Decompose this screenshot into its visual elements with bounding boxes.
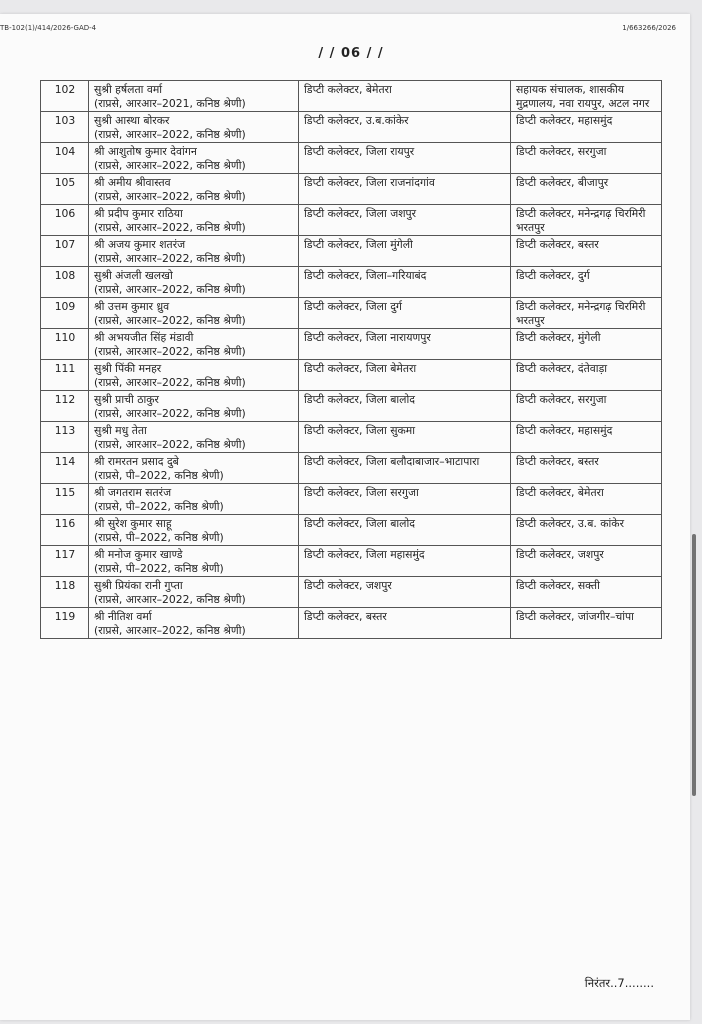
officer-service-detail: (राप्रसे, आरआर–2022, कनिष्ठ श्रेणी) [94,437,246,451]
officer-name: श्री अजय कुमार शतरंज [94,238,186,251]
officer-service-detail: (राप्रसे, आरआर–2022, कनिष्ठ श्रेणी) [94,127,246,141]
table-row [41,329,662,360]
current-posting: डिप्टी कलेक्टर, उ.ब.कांकेर [299,112,511,143]
officer-name: सुश्री पिंकी मनहर [94,362,162,375]
serial-number: 105 [41,174,89,205]
new-posting: डिप्टी कलेक्टर, बेमेतरा [511,484,662,515]
officer-cell [89,329,299,360]
table-row [41,205,662,236]
officer-cell [89,205,299,236]
document-number: 1/663266/2026 [622,24,676,32]
officer-cell [89,174,299,205]
officer-name: श्री सुरेश कुमार साहू [94,517,172,530]
page-number: / / 06 / / [318,46,384,61]
current-posting: डिप्टी कलेक्टर, जिला बलौदाबाजार–भाटापारा [299,453,511,484]
new-posting: डिप्टी कलेक्टर, बस्तर [511,236,662,267]
current-posting: डिप्टी कलेक्टर, जिला बेमेतरा [299,360,511,391]
current-posting: डिप्टी कलेक्टर, जिला दुर्ग [299,298,511,329]
officer-name: सुश्री प्रियंका रानी गुप्ता [94,579,183,592]
new-posting: डिप्टी कलेक्टर, जशपुर [511,546,662,577]
officer-cell [89,484,299,515]
table-row [41,422,662,453]
table-row [41,236,662,267]
officer-service-detail: (राप्रसे, आरआर–2022, कनिष्ठ श्रेणी) [94,251,246,265]
table-row [41,174,662,205]
new-posting: सहायक संचालक, शासकीय मुद्रणालय, नवा रायपुर, अटल नगर [511,81,662,112]
officer-cell [89,143,299,174]
officer-service-detail: (राप्रसे, आरआर–2022, कनिष्ठ श्रेणी) [94,220,246,234]
officer-cell [89,391,299,422]
officer-cell [89,236,299,267]
new-posting: डिप्टी कलेक्टर, दुर्ग [511,267,662,298]
new-posting: डिप्टी कलेक्टर, सरगुजा [511,391,662,422]
officer-service-detail: (राप्रसे, पी–2022, कनिष्ठ श्रेणी) [94,499,224,513]
officer-service-detail: (राप्रसे, आरआर–2022, कनिष्ठ श्रेणी) [94,189,246,203]
new-posting: डिप्टी कलेक्टर, मनेन्द्रगढ़ चिरमिरी भरतपुर [511,298,662,329]
officer-service-detail: (राप्रसे, आरआर–2022, कनिष्ठ श्रेणी) [94,344,246,358]
officer-cell [89,608,299,639]
officer-cell [89,577,299,608]
scrollbar-thumb[interactable] [692,534,696,796]
current-posting: डिप्टी कलेक्टर, जिला सुकमा [299,422,511,453]
officer-service-detail: (राप्रसे, आरआर–2022, कनिष्ठ श्रेणी) [94,282,246,296]
serial-number: 109 [41,298,89,329]
officer-name: श्री नीतिश वर्मा [94,610,152,623]
officer-cell [89,267,299,298]
table-row [41,298,662,329]
current-posting: डिप्टी कलेक्टर, जिला राजनांदगांव [299,174,511,205]
officer-service-detail: (राप्रसे, आरआर–2022, कनिष्ठ श्रेणी) [94,158,246,172]
serial-number: 103 [41,112,89,143]
current-posting: डिप्टी कलेक्टर, बस्तर [299,608,511,639]
serial-number: 104 [41,143,89,174]
table-row [41,577,662,608]
current-posting: डिप्टी कलेक्टर, जिला मुंगेली [299,236,511,267]
table-row [41,143,662,174]
officer-name: श्री अमीय श्रीवास्तव [94,176,171,189]
officer-cell [89,453,299,484]
serial-number: 102 [41,81,89,112]
table-row [41,391,662,422]
officer-service-detail: (राप्रसे, आरआर–2022, कनिष्ठ श्रेणी) [94,406,246,420]
table-row [41,81,662,112]
officer-cell [89,422,299,453]
officer-service-detail: (राप्रसे, आरआर–2022, कनिष्ठ श्रेणी) [94,313,246,327]
officer-name: सुश्री अंजली खलखो [94,269,173,282]
current-posting: डिप्टी कलेक्टर, जिला महासमुंद [299,546,511,577]
current-posting: डिप्टी कलेक्टर, जिला नारायणपुर [299,329,511,360]
serial-number: 115 [41,484,89,515]
new-posting: डिप्टी कलेक्टर, महासमुंद [511,422,662,453]
current-posting: डिप्टी कलेक्टर, जिला बालोद [299,515,511,546]
officer-name: सुश्री हर्षलता वर्मा [94,83,163,96]
current-posting: डिप्टी कलेक्टर, बेमेतरा [299,81,511,112]
table-row [41,112,662,143]
current-posting: डिप्टी कलेक्टर, जिला सरगुजा [299,484,511,515]
serial-number: 119 [41,608,89,639]
new-posting: डिप्टी कलेक्टर, महासमुंद [511,112,662,143]
officer-name: श्री मनोज कुमार खाण्डे [94,548,183,561]
officer-cell [89,515,299,546]
officer-cell [89,546,299,577]
serial-number: 117 [41,546,89,577]
new-posting: डिप्टी कलेक्टर, जांजगीर–चांपा [511,608,662,639]
serial-number: 112 [41,391,89,422]
officer-service-detail: (राप्रसे, आरआर–2022, कनिष्ठ श्रेणी) [94,623,246,637]
transfer-table-body [41,81,662,639]
officer-name: श्री प्रदीप कुमार राठिया [94,207,183,220]
officer-name: श्री आशुतोष कुमार देवांगन [94,145,197,158]
table-row [41,515,662,546]
serial-number: 107 [41,236,89,267]
new-posting: डिप्टी कलेक्टर, बस्तर [511,453,662,484]
new-posting: डिप्टी कलेक्टर, मुंगेली [511,329,662,360]
transfer-table [40,80,662,639]
new-posting: डिप्टी कलेक्टर, बीजापुर [511,174,662,205]
current-posting: डिप्टी कलेक्टर, जशपुर [299,577,511,608]
officer-cell [89,298,299,329]
serial-number: 114 [41,453,89,484]
officer-service-detail: (राप्रसे, पी–2022, कनिष्ठ श्रेणी) [94,561,224,575]
current-posting: डिप्टी कलेक्टर, जिला जशपुर [299,205,511,236]
officer-name: श्री अभयजीत सिंह मंडावी [94,331,194,344]
serial-number: 108 [41,267,89,298]
officer-name: सुश्री प्राची ठाकुर [94,393,159,406]
current-posting: डिप्टी कलेक्टर, जिला बालोद [299,391,511,422]
officer-cell [89,360,299,391]
table-row [41,546,662,577]
serial-number: 118 [41,577,89,608]
officer-name: श्री उत्तम कुमार ध्रुव [94,300,170,313]
new-posting: डिप्टी कलेक्टर, दंतेवाड़ा [511,360,662,391]
serial-number: 110 [41,329,89,360]
officer-service-detail: (राप्रसे, आरआर–2021, कनिष्ठ श्रेणी) [94,96,246,110]
officer-name: श्री रामरतन प्रसाद दुबे [94,455,179,468]
serial-number: 111 [41,360,89,391]
table-row [41,360,662,391]
new-posting: डिप्टी कलेक्टर, उ.ब. कांकेर [511,515,662,546]
new-posting: डिप्टी कलेक्टर, मनेन्द्रगढ़ चिरमिरी भरतपुर [511,205,662,236]
table-row [41,453,662,484]
serial-number: 113 [41,422,89,453]
table-row [41,267,662,298]
current-posting: डिप्टी कलेक्टर, जिला–गरियाबंद [299,267,511,298]
officer-name: सुश्री आस्था बोरकर [94,114,170,127]
officer-service-detail: (राप्रसे, आरआर–2022, कनिष्ठ श्रेणी) [94,375,246,389]
officer-service-detail: (राप्रसे, आरआर–2022, कनिष्ठ श्रेणी) [94,592,246,606]
file-reference: TB-102(1)/414/2026-GAD-4 [0,24,97,32]
officer-name: सुश्री मधु तेता [94,424,147,437]
new-posting: डिप्टी कलेक्टर, सक्ती [511,577,662,608]
officer-cell [89,112,299,143]
table-row [41,484,662,515]
current-posting: डिप्टी कलेक्टर, जिला रायपुर [299,143,511,174]
officer-name: श्री जगतराम सतरंज [94,486,172,499]
serial-number: 106 [41,205,89,236]
serial-number: 116 [41,515,89,546]
table-row [41,608,662,639]
officer-service-detail: (राप्रसे, पी–2022, कनिष्ठ श्रेणी) [94,530,224,544]
officer-cell [89,81,299,112]
officer-service-detail: (राप्रसे, पी–2022, कनिष्ठ श्रेणी) [94,468,224,482]
new-posting: डिप्टी कलेक्टर, सरगुजा [511,143,662,174]
continued-note: निरंतर..7........ [584,976,654,990]
